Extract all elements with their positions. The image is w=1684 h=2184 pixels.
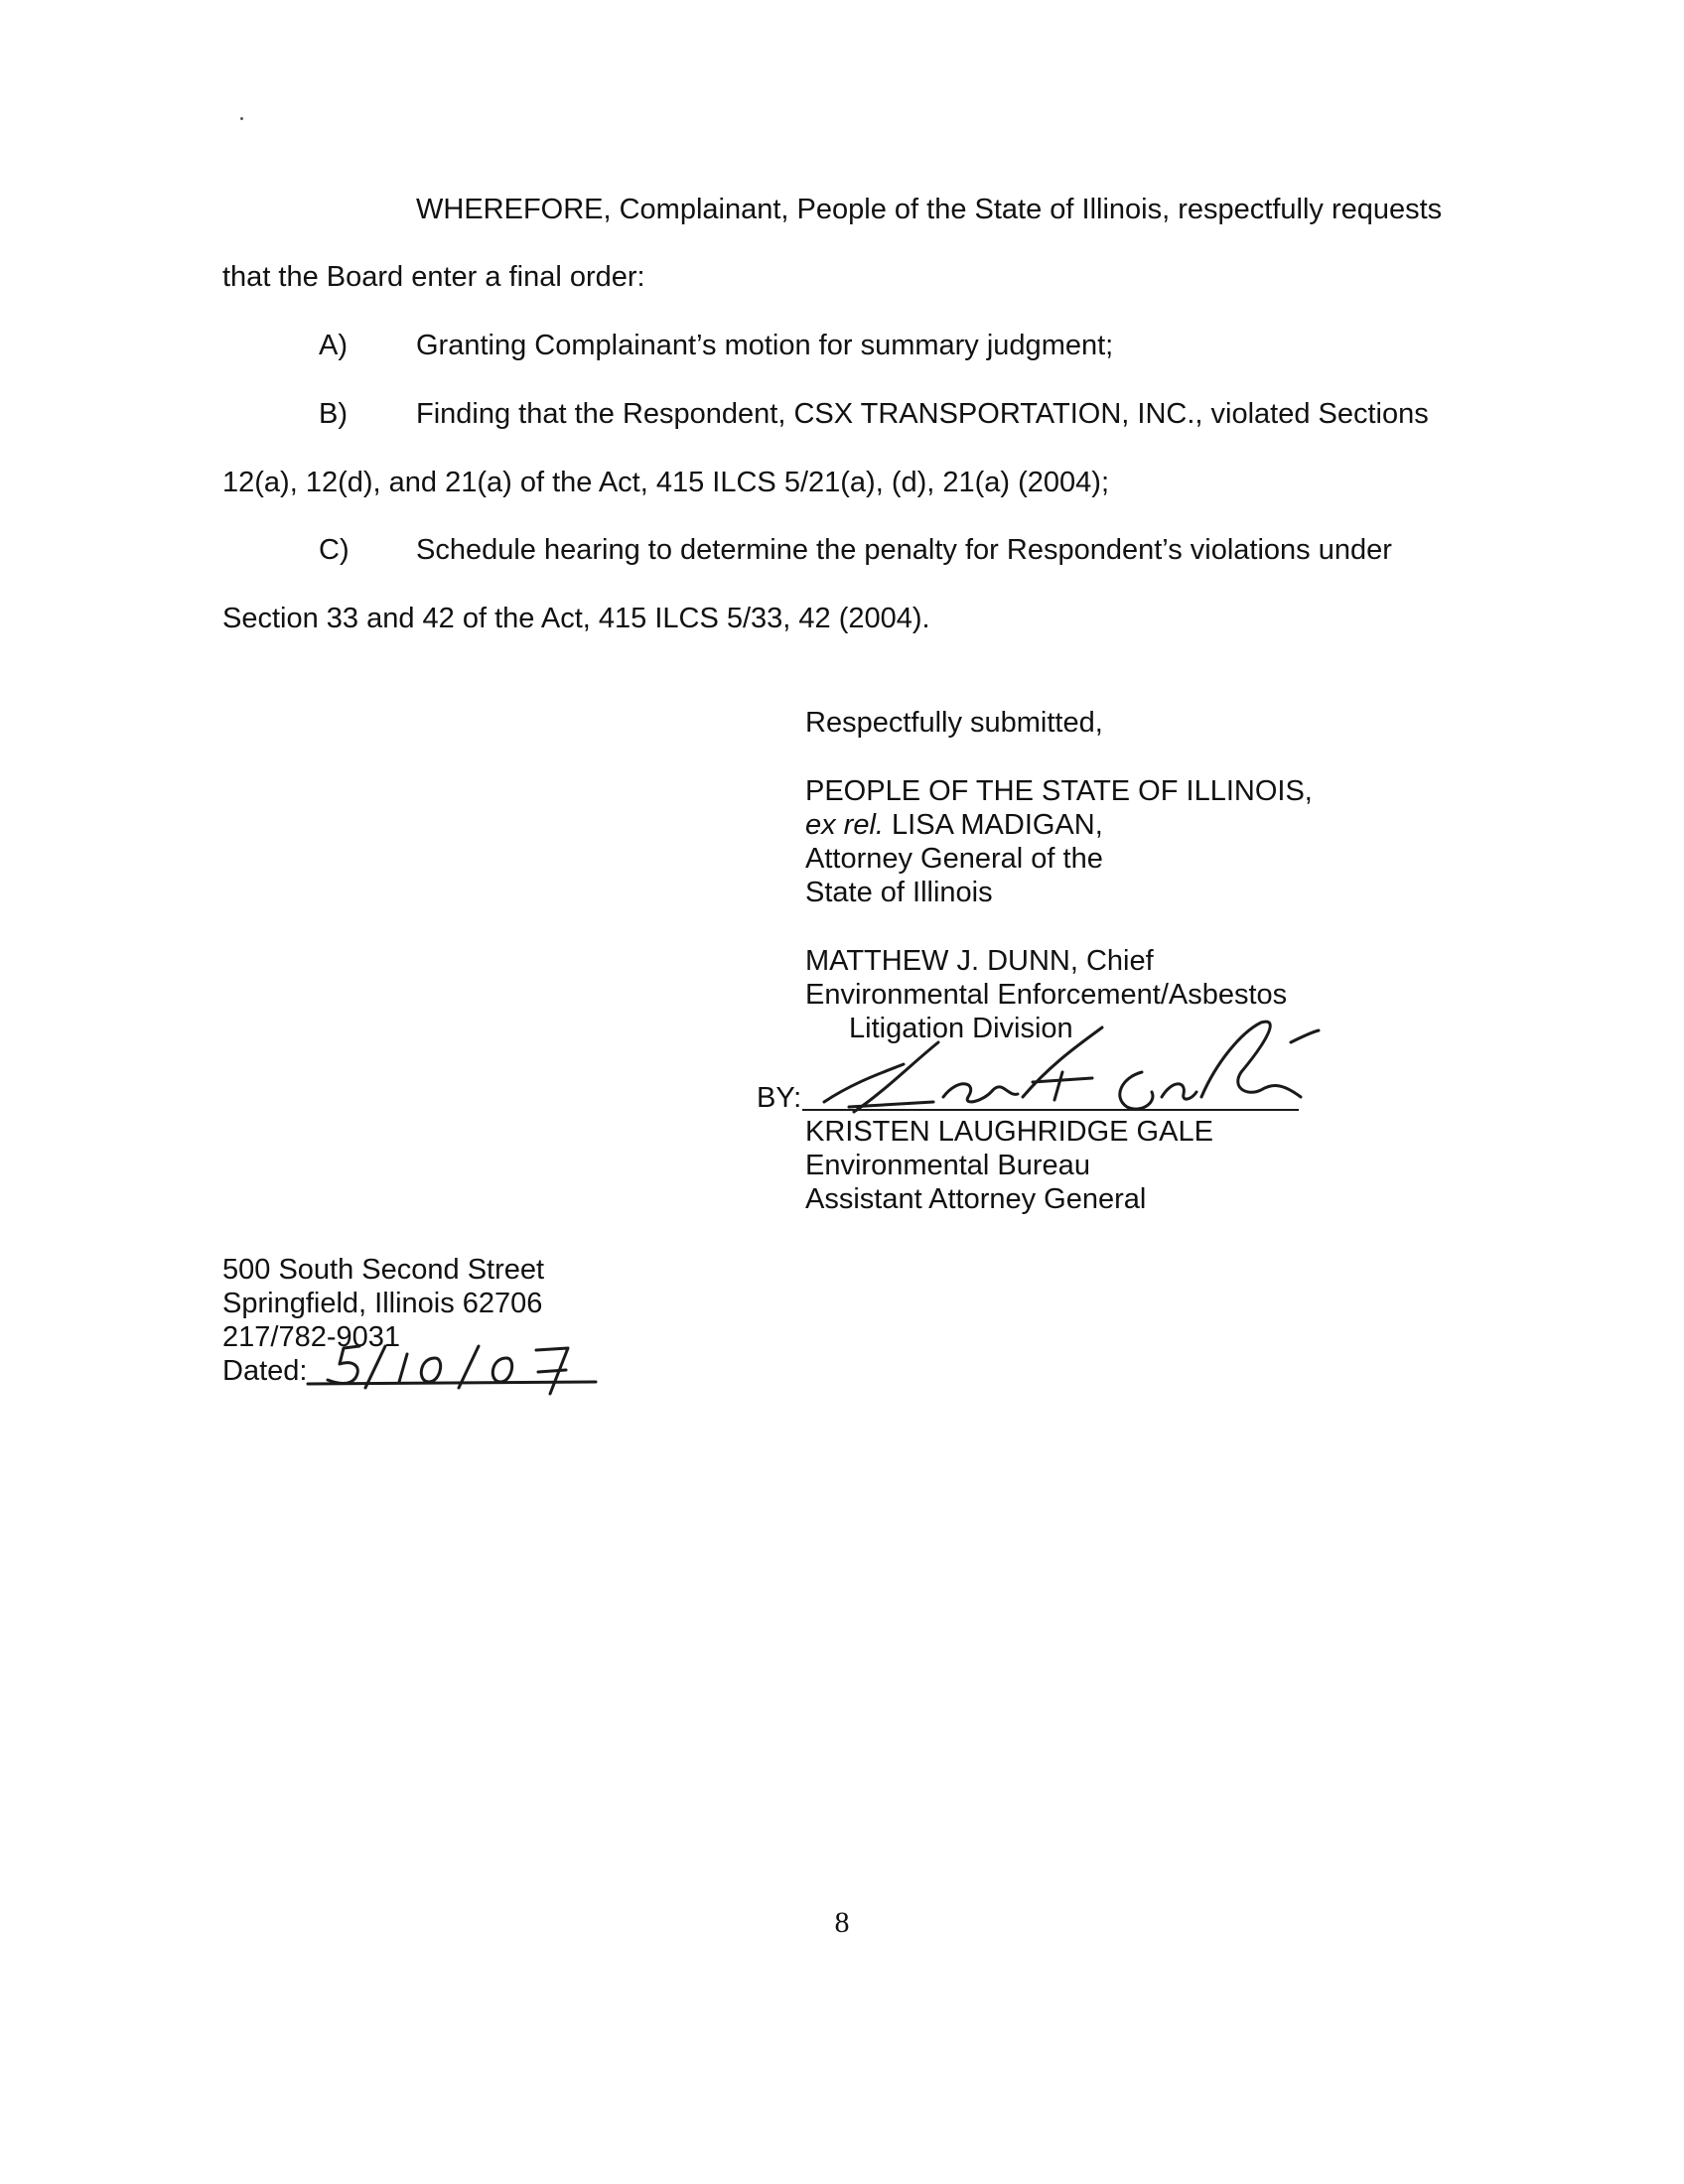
item-b-label: B) [319, 398, 348, 430]
party-line-1: PEOPLE OF THE STATE OF ILLINOIS, [805, 775, 1313, 807]
address-city: Springfield, Illinois 62706 [222, 1288, 543, 1319]
chief-line-2: Environmental Enforcement/Asbestos [805, 979, 1288, 1011]
item-c-text-line-2: Section 33 and 42 of the Act, 415 ILCS 5/33, 42 (2004). [222, 603, 930, 634]
item-c-label: C) [319, 534, 350, 566]
party-line-2-rest: LISA MADIGAN, [883, 809, 1103, 841]
party-line-4: State of Illinois [805, 877, 993, 908]
item-b-text-line-2: 12(a), 12(d), and 21(a) of the Act, 415 ILCS 5/21(a), (d), 21(a) (2004); [222, 467, 1110, 498]
item-b-text-line-1: Finding that the Respondent, CSX TRANSPORTATION, INC., violated Sections [416, 398, 1429, 430]
signer-name: KRISTEN LAUGHRIDGE GALE [805, 1116, 1213, 1148]
scan-speck [240, 117, 243, 120]
wherefore-line-1: WHEREFORE, Complainant, People of the State of Illinois, respectfully requests [416, 194, 1443, 225]
page-number: 8 [834, 1906, 850, 1939]
dated-label: Dated: [222, 1355, 308, 1387]
by-label: BY: [757, 1082, 802, 1114]
item-c-text-line-1: Schedule hearing to determine the penalty for Respondent’s violations under [416, 534, 1392, 566]
wherefore-line-2: that the Board enter a final order: [222, 261, 645, 293]
address-street: 500 South Second Street [222, 1254, 545, 1286]
party-line-3: Attorney General of the [805, 843, 1103, 875]
chief-line-3: Litigation Division [849, 1013, 1073, 1044]
ex-rel: ex rel. [805, 809, 884, 841]
item-a-label: A) [319, 330, 348, 361]
signer-bureau: Environmental Bureau [805, 1150, 1090, 1181]
party-line-2 [805, 808, 1103, 842]
chief-line-1: MATTHEW J. DUNN, Chief [805, 945, 1154, 977]
item-a-text: Granting Complainant’s motion for summary judgment; [416, 330, 1114, 361]
signer-title: Assistant Attorney General [805, 1183, 1147, 1215]
signature-line [802, 1107, 1319, 1113]
closing: Respectfully submitted, [805, 707, 1103, 739]
address-phone: 217/782-9031 [222, 1321, 400, 1353]
handwritten-date [308, 1332, 606, 1402]
